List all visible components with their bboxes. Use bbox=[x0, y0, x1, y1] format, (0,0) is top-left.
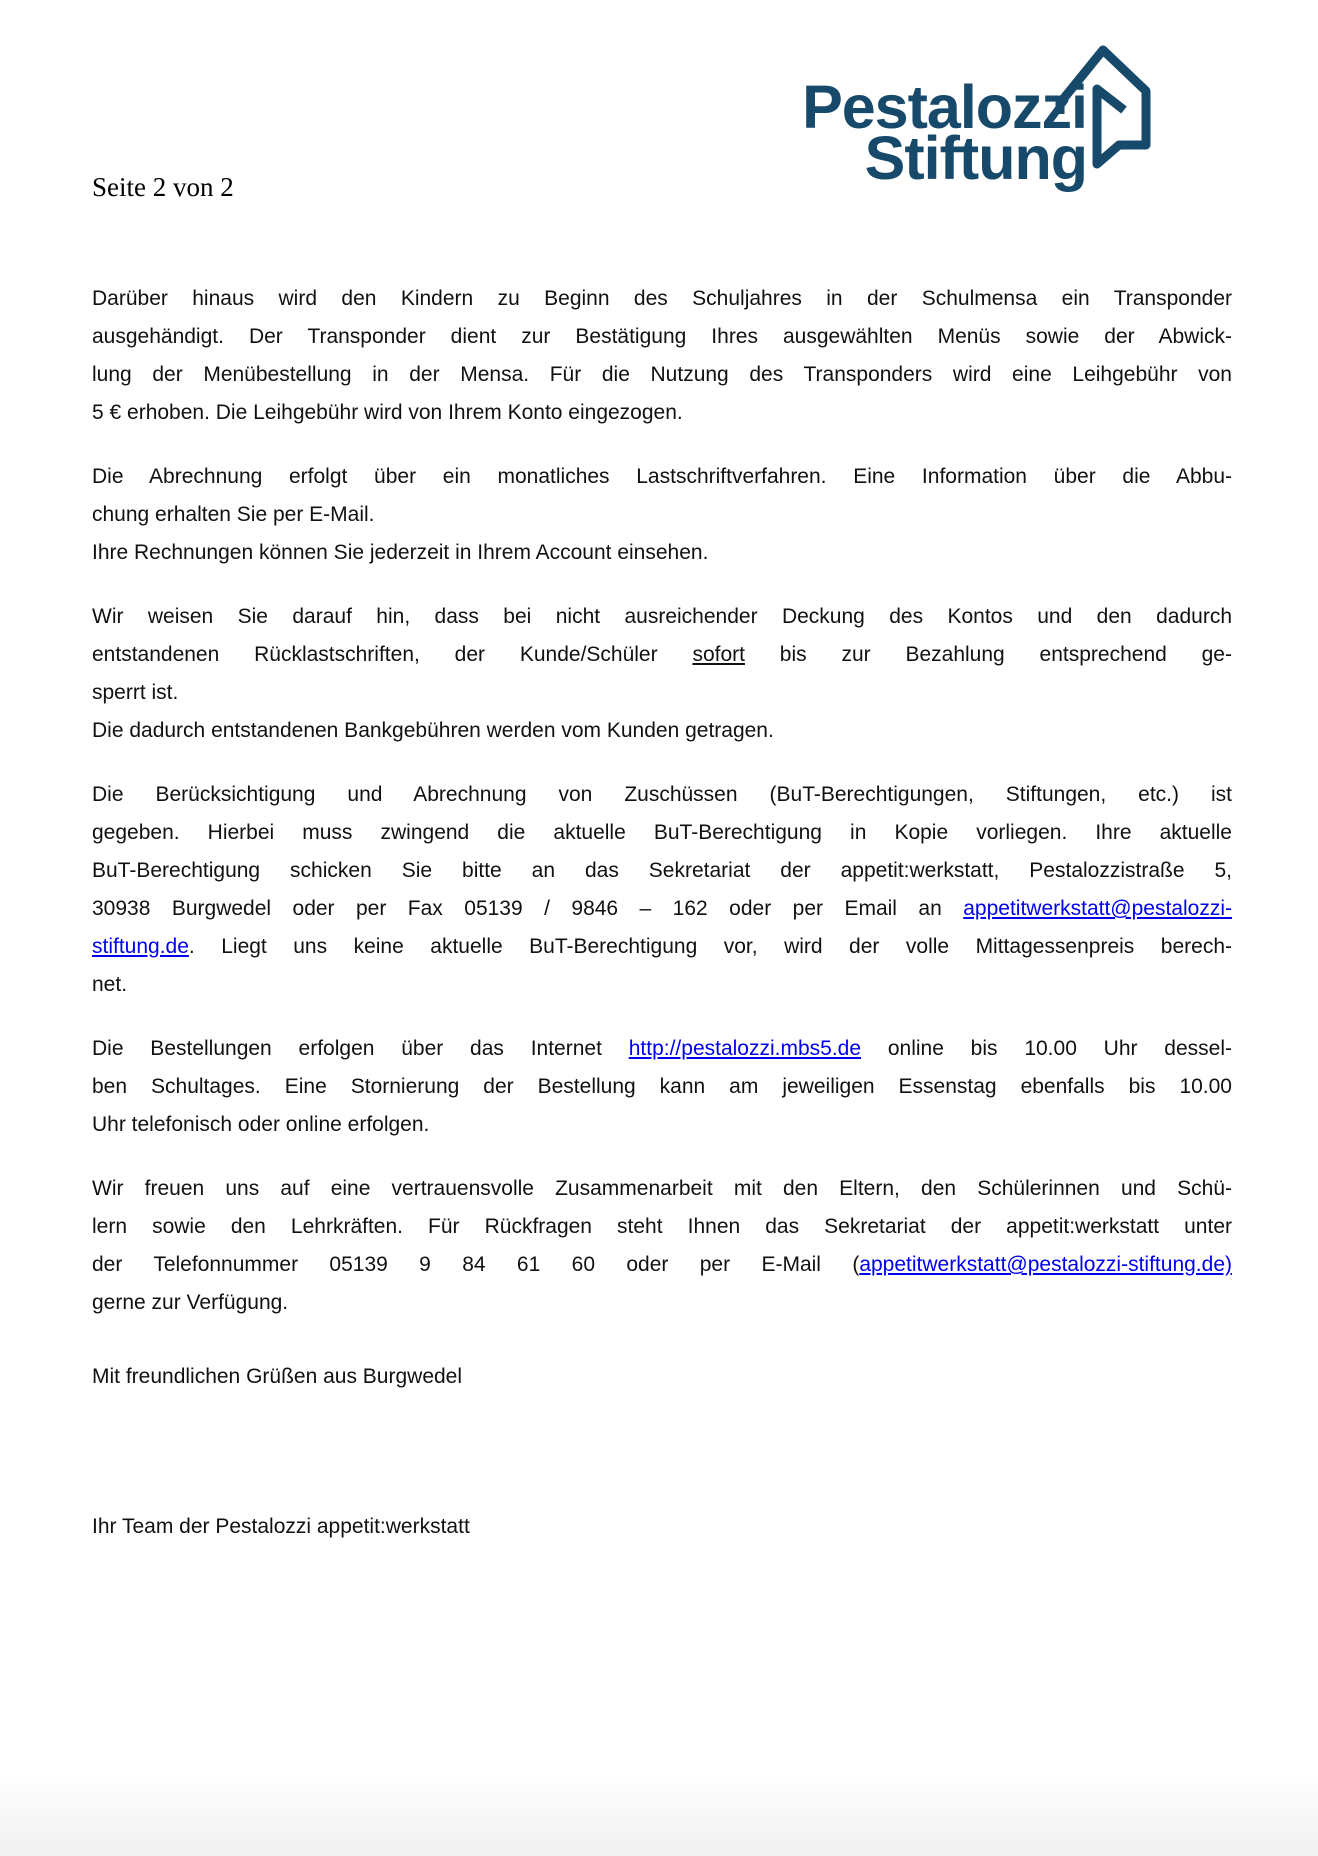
text-line bbox=[92, 356, 1232, 394]
text-line bbox=[92, 496, 1232, 534]
text-segment: 5 € erhoben. Die Leihgebühr wird von Ihrem Konto eingezogen. bbox=[92, 401, 683, 424]
website-link-mbs5[interactable]: http://pestalozzi.mbs5.de bbox=[628, 1037, 862, 1060]
paragraph bbox=[92, 458, 1232, 572]
text-segment: bis zur Bezahlung entsprechend ge- bbox=[744, 643, 1232, 666]
email-link-pestalozzi-footer[interactable]: appetitwerkstatt@pestalozzi-stiftung.de) bbox=[859, 1253, 1232, 1276]
text-segment: gegeben. Hierbei muss zwingend die aktuelle BuT-Berechtigung in Kopie vorliegen. Ihre aktuelle bbox=[92, 821, 1232, 844]
text-segment: Die Bestellungen erfolgen über das Internet bbox=[92, 1037, 629, 1060]
text-segment: der Telefonnummer 05139 9 84 61 60 oder per E-Mail ( bbox=[92, 1253, 860, 1276]
closing-signature: Ihr Team der Pestalozzi appetit:werkstatt bbox=[92, 1515, 470, 1538]
email-link-pestalozzi-part1[interactable]: appetitwerkstatt@pestalozzi- bbox=[963, 897, 1232, 920]
text-line bbox=[92, 674, 1232, 712]
text-segment: Uhr telefonisch oder online erfolgen. bbox=[92, 1113, 430, 1136]
text-line bbox=[92, 1246, 1232, 1284]
text-line bbox=[92, 966, 1232, 1004]
text-line bbox=[92, 636, 1232, 674]
paragraph bbox=[92, 776, 1232, 1004]
text-line bbox=[92, 394, 1232, 432]
house-with-flag-outline-icon bbox=[1040, 40, 1155, 175]
email-link-pestalozzi-part2[interactable]: stiftung.de bbox=[92, 935, 189, 958]
text-line bbox=[92, 534, 1232, 572]
text-line bbox=[92, 1208, 1232, 1246]
text-line bbox=[92, 1284, 1232, 1322]
paragraph bbox=[92, 1170, 1232, 1322]
letter-body bbox=[92, 280, 1232, 1546]
text-line bbox=[92, 318, 1232, 356]
text-segment: BuT-Berechtigung schicken Sie bitte an das Sekretariat der appetit:werkstatt, Pestalozzistraße 5, bbox=[92, 859, 1232, 882]
logo-text-pestalozzi: Pestalozzi bbox=[802, 73, 1087, 141]
text-segment: Ihre Rechnungen können Sie jederzeit in Ihrem Account einsehen. bbox=[92, 541, 709, 564]
text-segment: sperrt ist. bbox=[92, 681, 179, 704]
text-segment: ben Schultages. Eine Stornierung der Bestellung kann am jeweiligen Essenstag ebenfalls bis 10.00 bbox=[92, 1075, 1232, 1098]
text-segment: 30938 Burgwedel oder per Fax 05139 / 9846 – 162 oder per Email an bbox=[92, 897, 964, 920]
text-line bbox=[92, 776, 1232, 814]
text-line bbox=[92, 852, 1232, 890]
text-segment: Wir freuen uns auf eine vertrauensvolle Zusammenarbeit mit den Eltern, den Schülerinnen und Schü- bbox=[92, 1177, 1232, 1200]
text-line bbox=[92, 280, 1232, 318]
paragraph bbox=[92, 598, 1232, 750]
paragraph bbox=[92, 280, 1232, 432]
text-segment: chung erhalten Sie per E-Mail. bbox=[92, 503, 375, 526]
text-line bbox=[92, 1106, 1232, 1144]
text-segment: Die dadurch entstandenen Bankgebühren werden vom Kunden getragen. bbox=[92, 719, 774, 742]
text-line bbox=[92, 712, 1232, 750]
text-segment: lung der Menübestellung in der Mensa. Für die Nutzung des Transponders wird eine Leihgebühr von bbox=[92, 363, 1232, 386]
text-line bbox=[92, 890, 1232, 928]
text-segment: gerne zur Verfügung. bbox=[92, 1291, 289, 1314]
text-segment: Wir weisen Sie darauf hin, dass bei nicht ausreichender Deckung des Kontos und den dadurch bbox=[92, 605, 1232, 628]
bottom-fade-gradient bbox=[0, 1771, 1318, 1856]
text-segment: Die Berücksichtigung und Abrechnung von Zuschüssen (BuT-Berechtigungen, Stiftungen, etc.) ist bbox=[92, 783, 1232, 806]
logo-text-stiftung: Stiftung bbox=[864, 124, 1087, 192]
text-segment: ausgehändigt. Der Transponder dient zur Bestätigung Ihres ausgewählten Menüs sowie der Abwick- bbox=[92, 325, 1232, 348]
text-line bbox=[92, 598, 1232, 636]
text-line bbox=[92, 928, 1232, 966]
emphasized-text: sofort bbox=[692, 643, 745, 666]
text-segment: Darüber hinaus wird den Kindern zu Beginn des Schuljahres in der Schulmensa ein Transponder bbox=[92, 287, 1232, 310]
text-segment: online bis 10.00 Uhr dessel- bbox=[861, 1037, 1233, 1060]
text-line bbox=[92, 458, 1232, 496]
text-segment: entstandenen Rücklastschriften, der Kunde/Schüler bbox=[92, 643, 693, 666]
text-line bbox=[92, 1068, 1232, 1106]
text-line bbox=[92, 1030, 1232, 1068]
text-segment: Die Abrechnung erfolgt über ein monatliches Lastschriftverfahren. Eine Information über die Abbu- bbox=[92, 465, 1232, 488]
text-segment: lern sowie den Lehrkräften. Für Rückfragen steht Ihnen das Sekretariat der appetit:werkstatt unter bbox=[92, 1215, 1232, 1238]
closing-greeting: Mit freundlichen Grüßen aus Burgwedel bbox=[92, 1365, 463, 1388]
page-indicator: Seite 2 von 2 bbox=[92, 172, 234, 202]
paragraph bbox=[92, 1030, 1232, 1144]
text-segment: . Liegt uns keine aktuelle BuT-Berechtigung vor, wird der volle Mittagessenpreis berech- bbox=[188, 935, 1232, 958]
text-line bbox=[92, 814, 1232, 852]
text-line bbox=[92, 1170, 1232, 1208]
text-segment: net. bbox=[92, 973, 128, 996]
